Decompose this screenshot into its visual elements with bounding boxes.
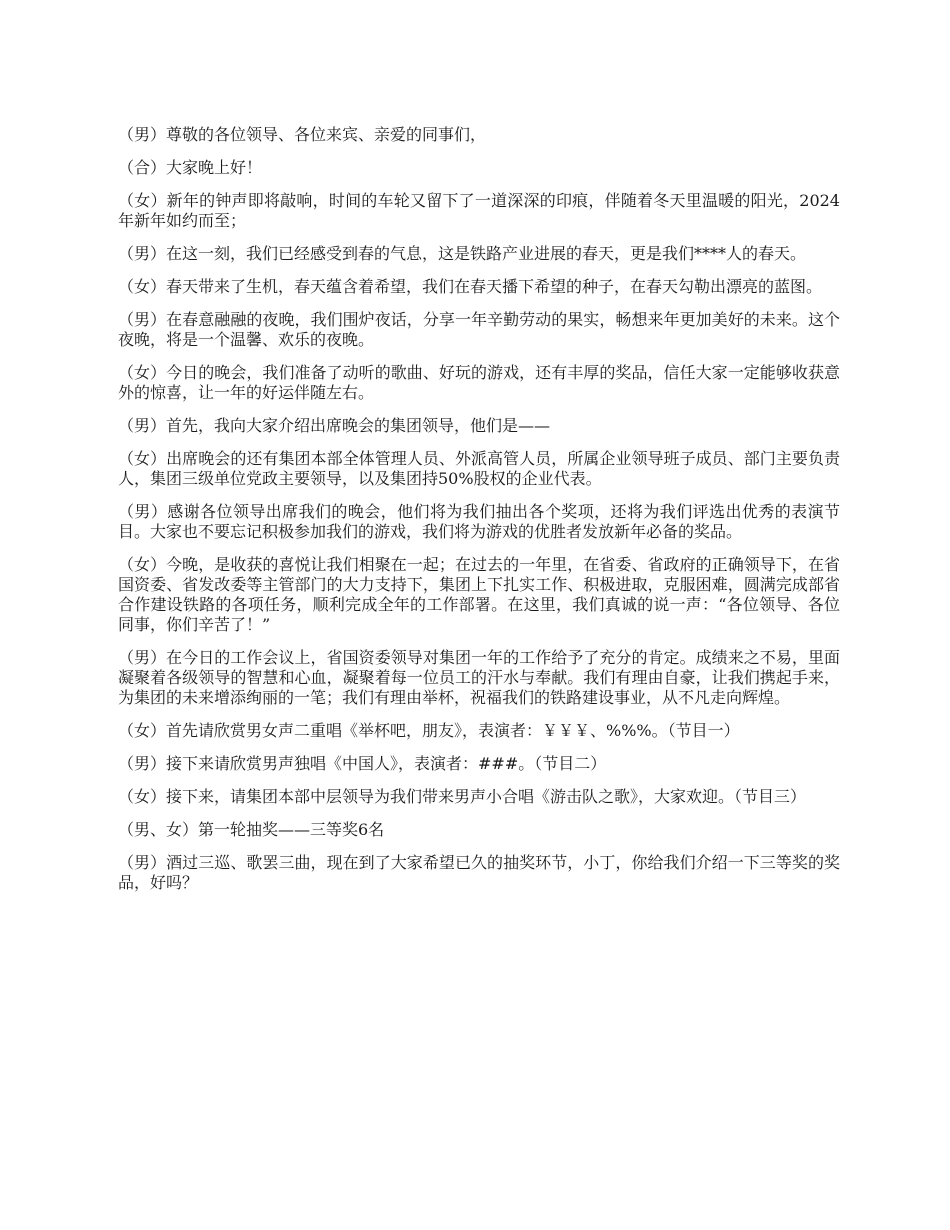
paragraph-14: （男）接下来请欣赏男声独唱《中国人》，表演者：###。（节目二） [118, 754, 607, 773]
paragraph-13: （女）首先请欣赏男女声二重唱《举杯吧，朋友》，表演者：￥￥￥、%%%。（节目一） [118, 721, 740, 740]
paragraph-2: （合）大家晚上好！ [118, 158, 263, 177]
paragraph-9: （女）出席晚会的还有集团本部全体管理人员、外派高管人员，所属企业领导班子成员、部门主要负责人，集团三级单位党政主要领导，以及集团持50%股权的企业代表。 [118, 449, 840, 488]
paragraph-11: （女）今晚，是收获的喜悦让我们相聚在一起；在过去的一年里，在省委、省政府的正确领导下，在省国资委、省发改委等主管部门的大力支持下，集团上下扎实工作、积极进取，克服困难，圆满完成部省合作建设铁路的各项任务，顺利完成全年的工作部署。在这里，我们真诚的说一声：“各位领导、各位同事，你们辛苦了！” [118, 555, 840, 634]
paragraph-15: （女）接下来，请集团本部中层领导为我们带来男声小合唱《游击队之歌》，大家欢迎。（节目三） [118, 787, 807, 806]
paragraph-17: （男）酒过三巡、歌罢三曲，现在到了大家希望已久的抽奖环节，小丁，你给我们介绍一下三等奖的奖品，好吗？ [118, 853, 840, 892]
paragraph-3: （女）新年的钟声即将敲响，时间的车轮又留下了一道深深的印痕，伴随着冬天里温暖的阳光，2024年新年如约而至； [118, 191, 840, 230]
paragraph-12: （男）在今日的工作会议上，省国资委领导对集团一年的工作给予了充分的肯定。成绩来之不易，里面凝聚着各级领导的智慧和心血，凝聚着每一位员工的汗水与奉献。我们有理由自豪，让我们携起手来，为集团的未来增添绚丽的一笔；我们有理由举杯，祝福我们的铁路建设事业，从不凡走向辉煌。 [118, 648, 840, 707]
paragraph-8: （男）首先，我向大家介绍出席晚会的集团领导，他们是—— [118, 416, 551, 435]
paragraph-16: （男、女）第一轮抽奖——三等奖6名 [118, 820, 385, 839]
paragraph-10: （男）感谢各位领导出席我们的晚会，他们将为我们抽出各个奖项，还将为我们评选出优秀的表演节目。大家也不要忘记积极参加我们的游戏，我们将为游戏的优胜者发放新年必备的奖品。 [118, 502, 840, 541]
paragraph-6: （男）在春意融融的夜晚，我们围炉夜话，分享一年辛勤劳动的果实，畅想来年更加美好的未来。这个夜晚，将是一个温馨、欢乐的夜晚。 [118, 310, 840, 349]
paragraph-5: （女）春天带来了生机，春天蕴含着希望，我们在春天播下希望的种子，在春天勾勒出漂亮的蓝图。 [118, 277, 823, 296]
paragraph-4: （男）在这一刻，我们已经感受到春的气息，这是铁路产业进展的春天，更是我们****人的春天。 [118, 244, 807, 263]
document-page [118, 125, 840, 906]
paragraph-7: （女）今日的晚会，我们准备了动听的歌曲、好玩的游戏，还有丰厚的奖品，信任大家一定能够收获意外的惊喜，让一年的好运伴随左右。 [118, 363, 840, 402]
paragraph-1: （男）尊敬的各位领导、各位来宾、亲爱的同事们， [118, 125, 487, 144]
